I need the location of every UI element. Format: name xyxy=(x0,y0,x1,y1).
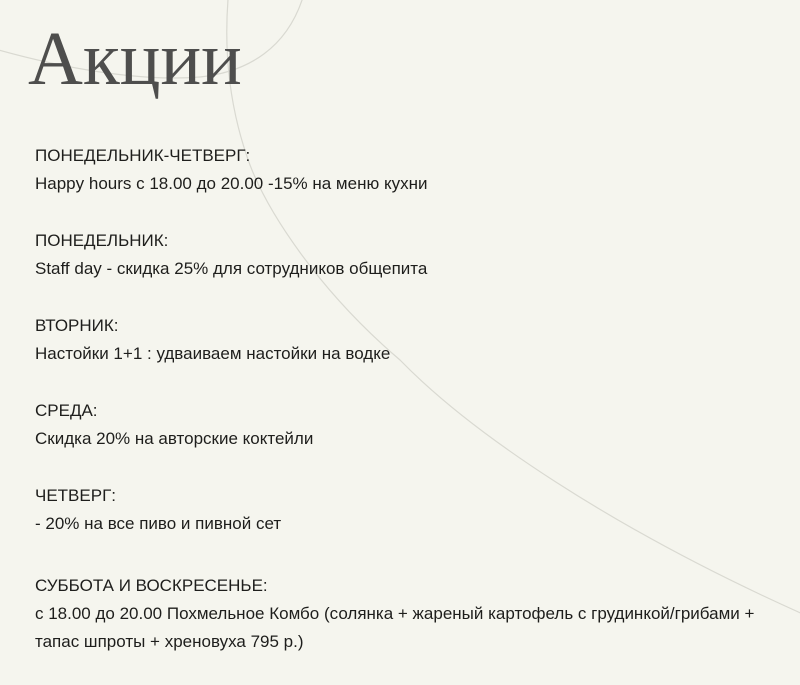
promo-section-weekend xyxy=(35,572,787,656)
promo-day-heading: СРЕДА: xyxy=(35,401,98,420)
promo-day-heading: ВТОРНИК: xyxy=(35,316,119,335)
promo-description: Скидка 20% на авторские коктейли xyxy=(35,429,314,448)
promo-description: Настойки 1+1 : удваиваем настойки на водке xyxy=(35,344,391,363)
promo-section-tuesday xyxy=(35,312,787,368)
promo-section-wednesday xyxy=(35,397,787,453)
promo-description: с 18.00 до 20.00 Похмельное Комбо (солянка + жареный картофель с грудинкой/грибами + тапас шпроты + хреновуха 795 р.) xyxy=(35,604,755,651)
promo-description: Happy hours с 18.00 до 20.00 -15% на меню кухни xyxy=(35,174,428,193)
promo-description: - 20% на все пиво и пивной сет xyxy=(35,514,282,533)
promo-day-heading: ЧЕТВЕРГ: xyxy=(35,486,116,505)
promo-section-thursday xyxy=(35,482,787,538)
page-title: Акции xyxy=(28,17,242,101)
promo-description: Staff day - скидка 25% для сотрудников общепита xyxy=(35,259,428,278)
promo-day-heading: ПОНЕДЕЛЬНИК-ЧЕТВЕРГ: xyxy=(35,146,251,165)
promo-section-mon-thu xyxy=(35,142,787,198)
promo-list xyxy=(35,142,787,685)
promo-day-heading: ПОНЕДЕЛЬНИК: xyxy=(35,231,169,250)
promo-day-heading: СУББОТА И ВОСКРЕСЕНЬЕ: xyxy=(35,576,268,595)
promo-section-monday xyxy=(35,227,787,283)
